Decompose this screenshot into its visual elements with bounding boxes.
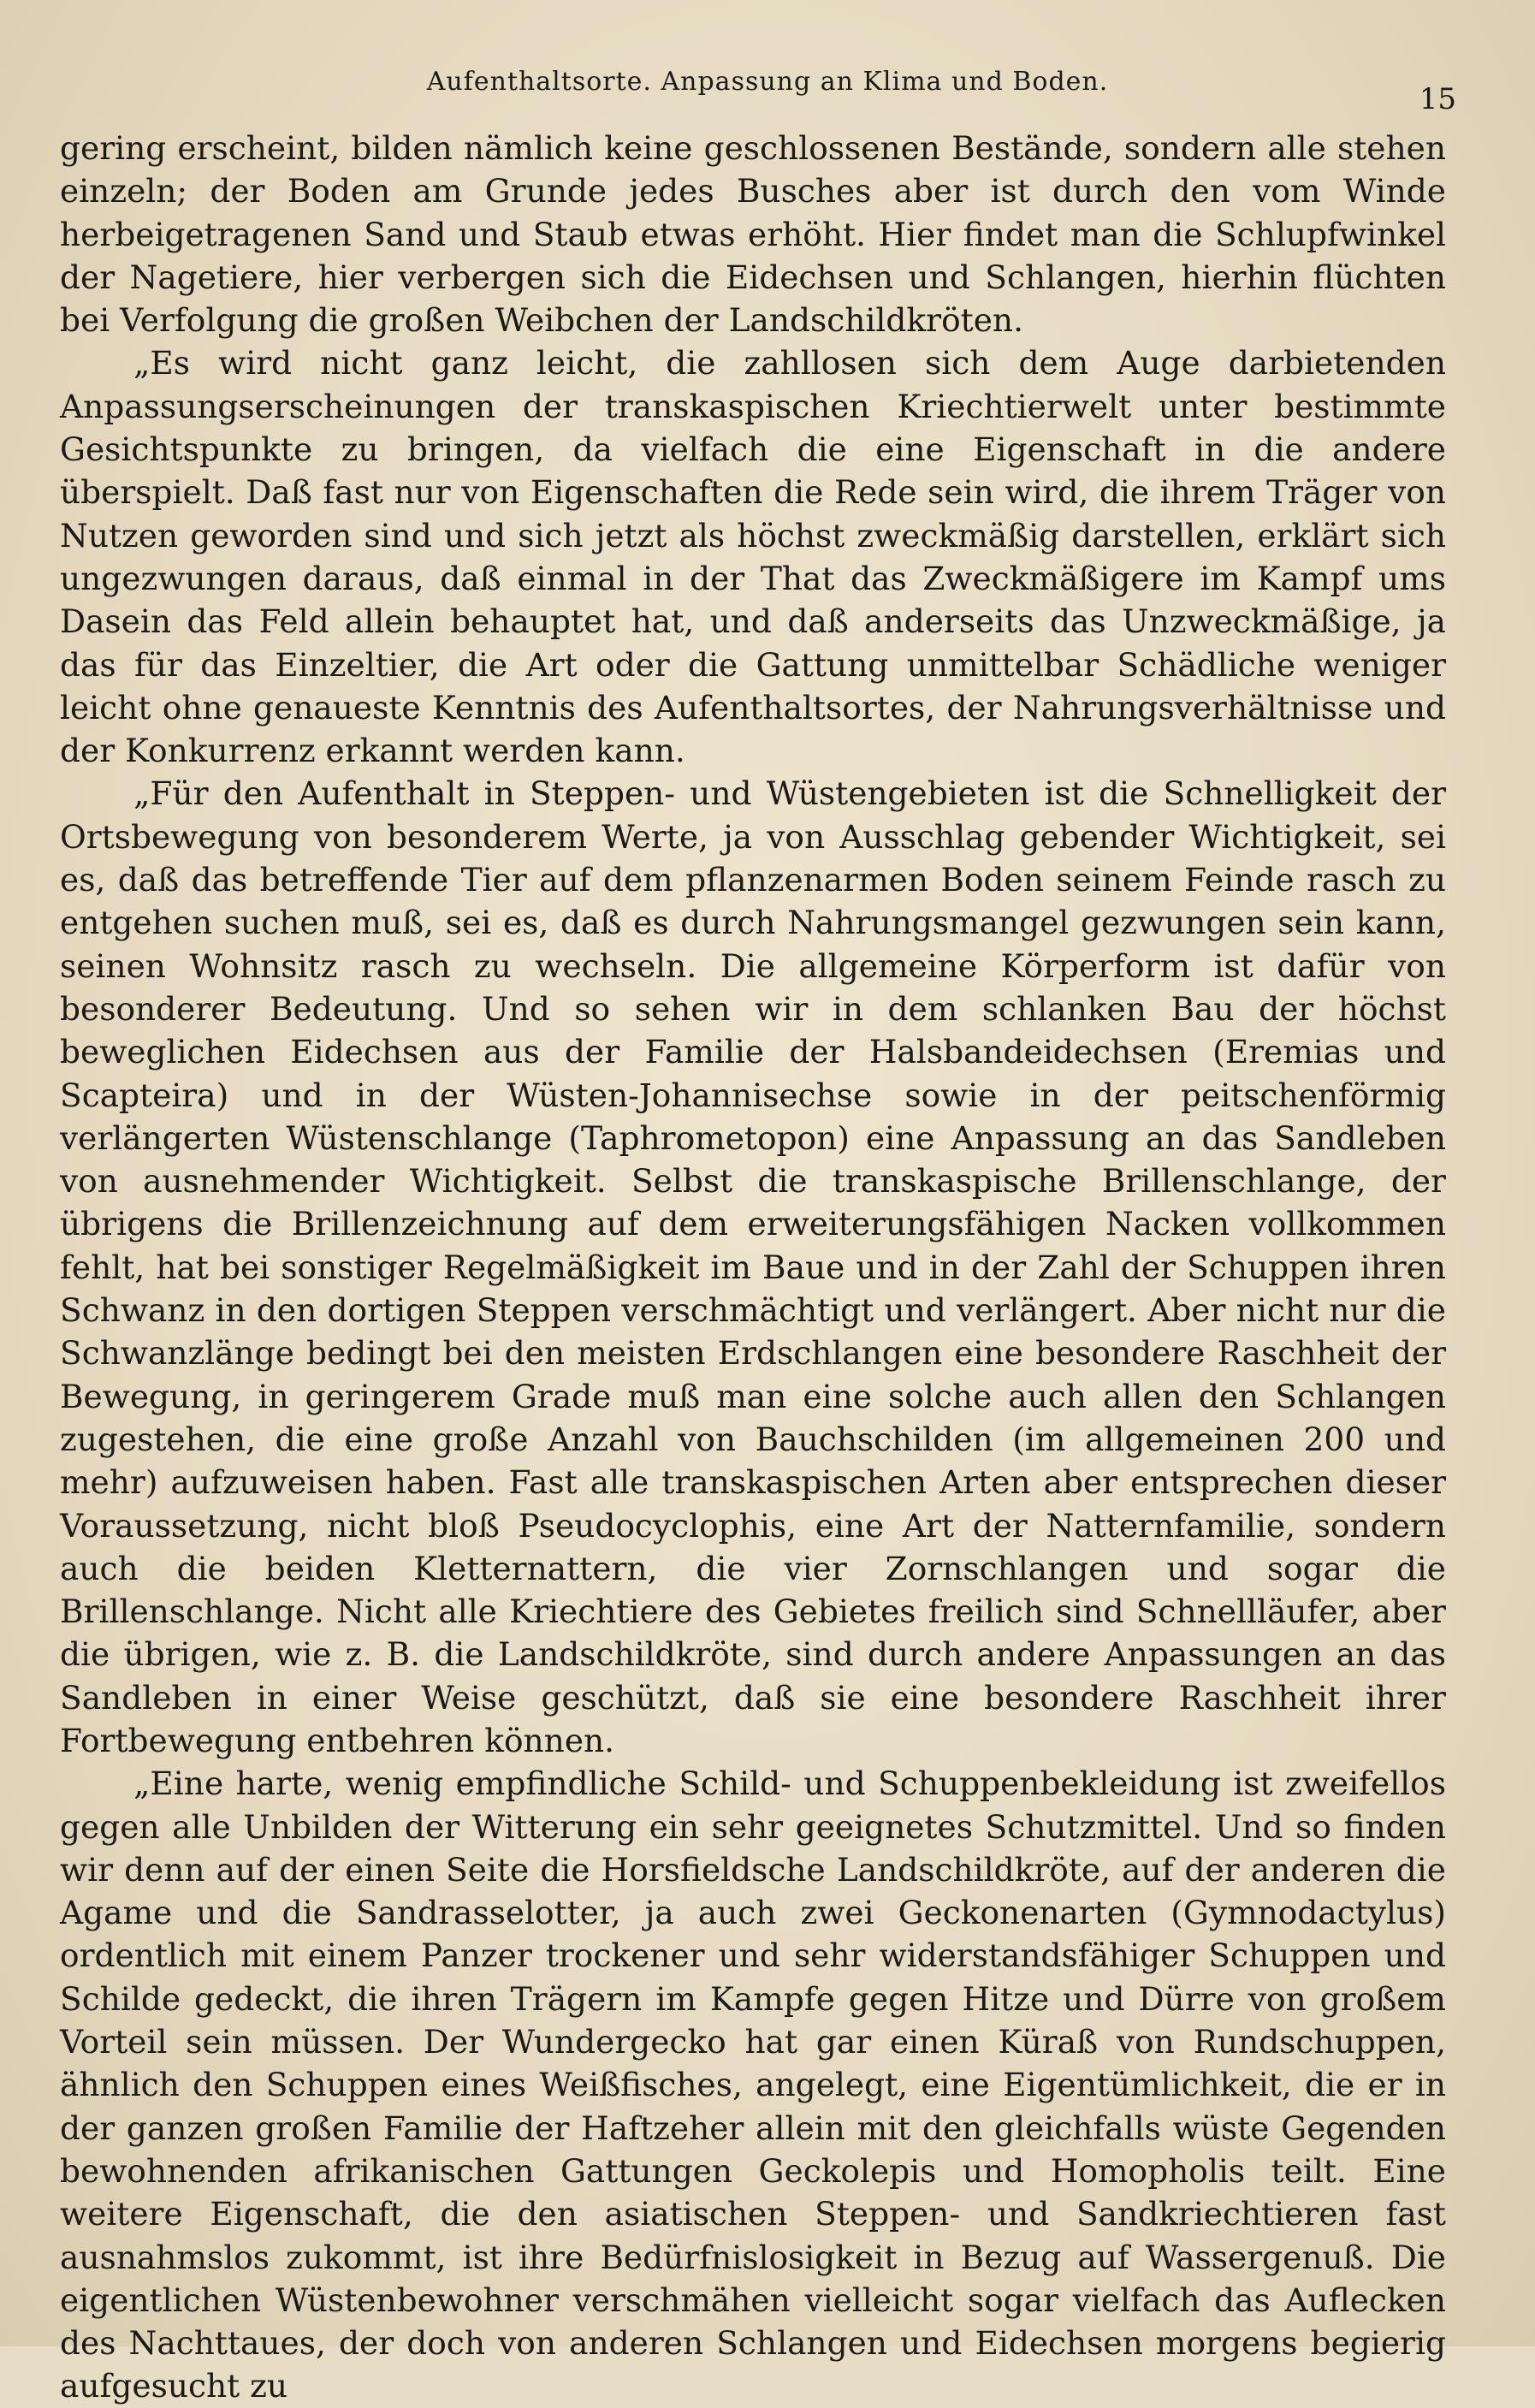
page-header [0,60,1535,116]
paragraph: gering erscheint, bilden nämlich keine geschlossenen Bestände, sondern alle stehen einzeln; der Boden am Grunde jedes Busches aber ist durch den vom Winde herbeigetragenen Sand und Staub etwas erhöht. Hier findet man die Schlupfwinkel der Nagetiere, hier verbergen sich die Eidechsen und Schlangen, hierhin flüchten bei Verfolgung die großen Weibchen der Landschildkröten. [60,129,1446,340]
running-head: Aufenthaltsorte. Anpassung an Klima und Boden. [426,67,1109,97]
paragraph: „Es wird nicht ganz leicht, die zahllosen sich dem Auge darbietenden Anpassungserscheinungen der transkaspischen Kriechtierwelt unter bestimmte Gesichtspunkte zu bringen, da vielfach die eine Eigenschaft in die andere überspielt. Daß fast nur von Eigenschaften die Rede sein wird, die ihrem Träger von Nutzen geworden sind und sich jetzt als höchst zweckmäßig darstellen, erklärt sich ungezwungen daraus, daß einmal in der That das Zweckmäßigere im Kampf ums Dasein das Feld allein behauptet hat, und daß anderseits das Unzweckmäßige, ja das für das Einzeltier, die Art oder die Gattung unmittelbar Schädliche weniger leicht ohne genaueste Kenntnis des Aufenthaltsortes, der Nahrungsverhältnisse und der Konkurrenz erkannt werden kann. [60,344,1446,770]
page-number: 15 [1419,82,1456,116]
paragraph: „Für den Aufenthalt in Steppen- und Wüstengebieten ist die Schnelligkeit der Ortsbewegung von besonderem Werte, ja von Ausschlag gebender Wichtigkeit, sei es, daß das betreffende Tier auf dem pflanzenarmen Boden seinem Feinde rasch zu entgehen suchen muß, sei es, daß es durch Nahrungsmangel gezwungen sein kann, seinen Wohnsitz rasch zu wechseln. Die allgemeine Körperform ist dafür von besonderer Bedeutung. Und so sehen wir in dem schlanken Bau der höchst beweglichen Eidechsen aus der Familie der Halsbandeidechsen (Eremias und Scapteira) und in der Wüsten-Johannisechse sowie in der peitschenförmig verlängerten Wüstenschlange (Taphrometopon) eine Anpassung an das Sandleben von ausnehmender Wichtigkeit. Selbst die transkaspische Brillenschlange, der übrigens die Brillenzeichnung auf dem erweiterungsfähigen Nacken vollkommen fehlt, hat bei sonstiger Regelmäßigkeit im Baue und in der Zahl der Schuppen ihren Schwanz in den dortigen Steppen verschmächtigt und verlängert. Aber nicht nur die Schwanzlänge bedingt bei den meisten Erdschlangen eine besondere Raschheit der Bewegung, in geringerem Grade muß man eine solche auch allen den Schlangen zugestehen, die eine große Anzahl von Bauchschilden (im allgemeinen 200 und mehr) aufzuweisen haben. Fast alle transkaspischen Arten aber entsprechen dieser Voraussetzung, nicht bloß Pseudocyclophis, eine Art der Natternfamilie, sondern auch die beiden Kletternattern, die vier Zornschlangen und sogar die Brillenschlange. Nicht alle Kriechtiere des Gebietes freilich sind Schnellläufer, aber die übrigen, wie z. B. die Landschildkröte, sind durch andere Anpassungen an das Sandleben in einer Weise geschützt, daß sie eine besondere Raschheit ihrer Fortbewegung entbehren können. [60,774,1446,1759]
paragraph: „Eine harte, wenig empfindliche Schild- und Schuppenbekleidung ist zweifellos gegen alle Unbilden der Witterung ein sehr geeignetes Schutzmittel. Und so finden wir denn auf der einen Seite die Horsfieldsche Landschildkröte, auf der anderen die Agame und die Sandrasselotter, ja auch zwei Geckonenarten (Gymnodactylus) ordentlich mit einem Panzer trockener und sehr widerstandsfähiger Schuppen und Schilde gedeckt, die ihren Trägern im Kampfe gegen Hitze und Dürre von großem Vorteil sein müssen. Der Wundergecko hat gar einen Küraß von Rundschuppen, ähnlich den Schuppen eines Weißfisches, angelegt, eine Eigentümlichkeit, die er in der ganzen großen Familie der Haftzeher allein mit den gleichfalls wüste Gegenden bewohnenden afrikanischen Gattungen Geckolepis und Homopholis teilt. Eine weitere Eigenschaft, die den asiatischen Steppen- und Sandkriechtieren fast ausnahmslos zukommt, ist ihre Bedürfnislosigkeit in Bezug auf Wassergenuß. Die eigentlichen Wüstenbewohner verschmähen vielleicht sogar vielfach das Auflecken des Nachttaues, der doch von anderen Schlangen und Eidechsen morgens begierig aufgesucht zu [60,1764,1446,2405]
body-text [60,127,1446,2408]
